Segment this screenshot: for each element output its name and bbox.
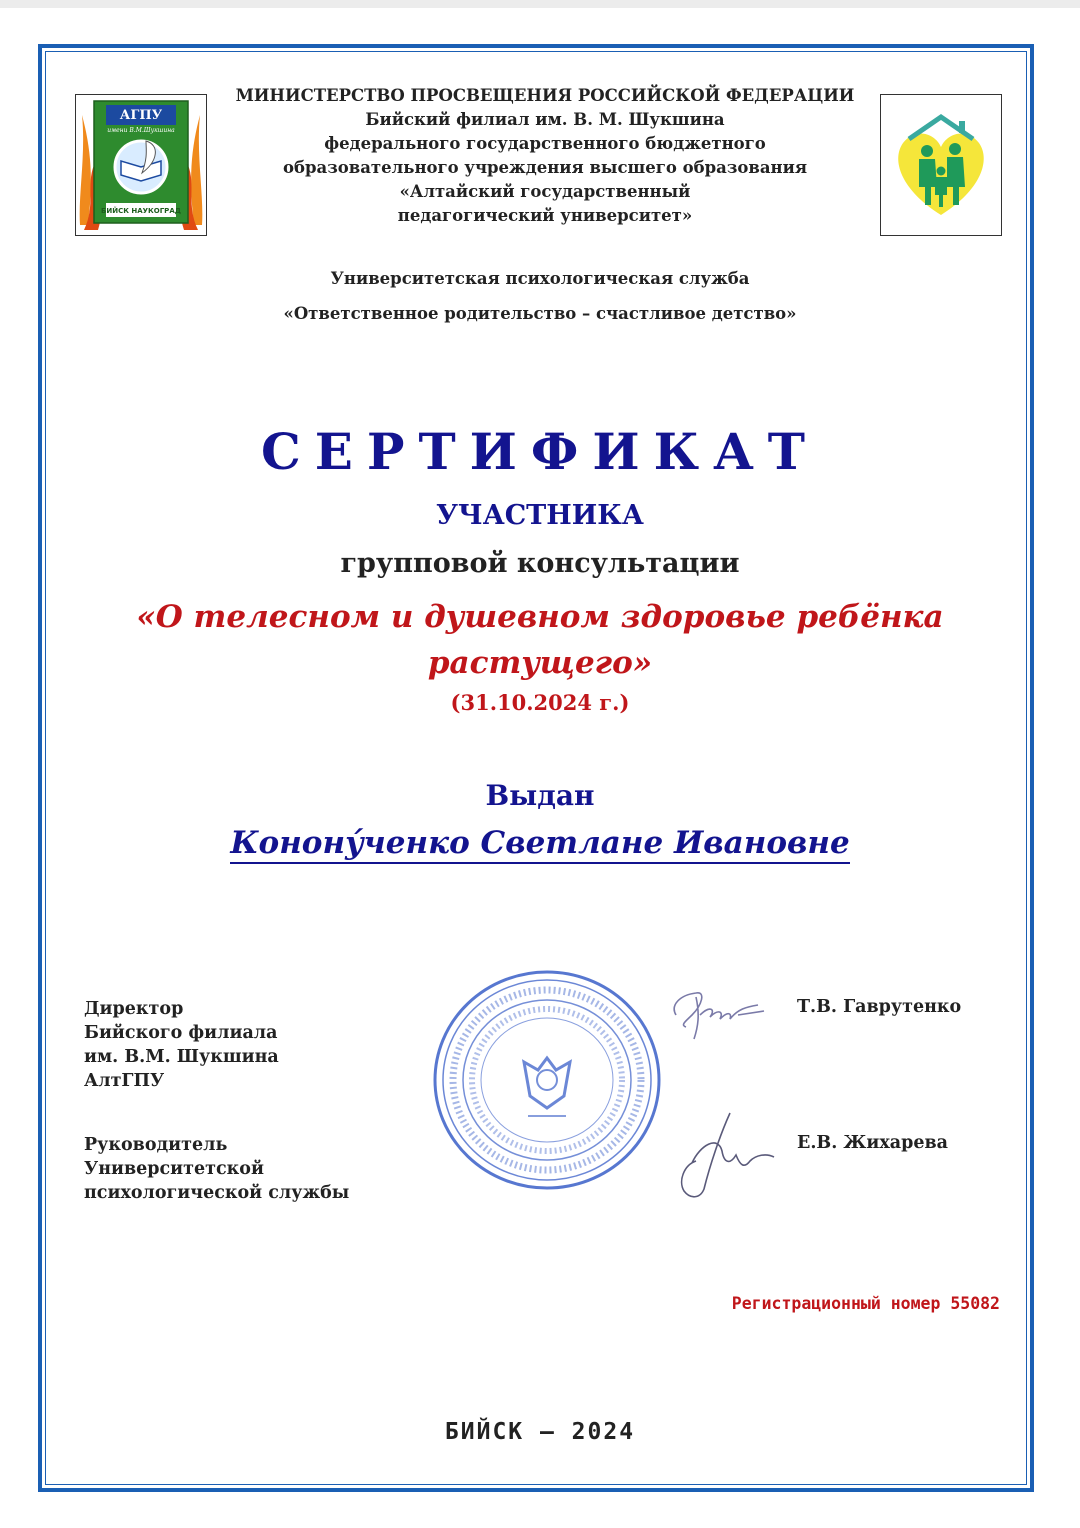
project-name: «Ответственное родительство – счастливое детство» bbox=[283, 304, 797, 323]
header-line: Бийский филиал им. В. М. Шукшина bbox=[365, 110, 725, 129]
topic-line: «О телесном и душевном здоровье ребёнка bbox=[136, 599, 944, 635]
service-name: Университетская психологическая служба bbox=[330, 269, 750, 288]
service-block bbox=[160, 261, 920, 331]
university-logo bbox=[75, 94, 207, 236]
header-line: «Алтайский государственный bbox=[399, 182, 691, 201]
role-line: Директор bbox=[84, 999, 184, 1019]
topic-line: растущего» bbox=[427, 645, 653, 681]
head-signature bbox=[670, 1105, 780, 1205]
certificate-subtitle: УЧАСТНИКА bbox=[436, 500, 644, 531]
footer-city-year: БИЙСК – 2024 bbox=[444, 1419, 636, 1445]
svg-text:БИЙСК НАУКОГРАД: БИЙСК НАУКОГРАД bbox=[101, 207, 181, 215]
top-strip bbox=[0, 0, 1080, 8]
director-name: Т.В. Гаврутенко bbox=[797, 997, 962, 1017]
registration-number: Регистрационный номер 55082 bbox=[731, 1294, 1000, 1313]
header-line: педагогический университет» bbox=[397, 206, 693, 225]
role-line: Руководитель bbox=[84, 1135, 228, 1155]
family-heart-house-icon bbox=[881, 95, 1001, 235]
event-topic bbox=[70, 594, 1010, 686]
ministry-header bbox=[215, 84, 875, 228]
director-signature bbox=[666, 975, 776, 1045]
head-role bbox=[84, 1133, 349, 1205]
recipient-name bbox=[0, 825, 1080, 861]
svg-text:имени В.М.Шукшина: имени В.М.Шукшина bbox=[107, 127, 175, 134]
event-date: (31.10.2024 г.) bbox=[450, 690, 630, 715]
role-line: Университетской bbox=[84, 1159, 264, 1179]
header-line: федерального государственного бюджетного bbox=[324, 134, 766, 153]
role-line: АлтГПУ bbox=[84, 1071, 165, 1091]
recipient-name-text: Конону́ченко Светлане Ивановне bbox=[230, 825, 849, 864]
svg-text:АГПУ: АГПУ bbox=[119, 108, 163, 123]
event-type: групповой консультации bbox=[340, 548, 740, 579]
service-logo bbox=[880, 94, 1002, 236]
official-round-seal-icon bbox=[428, 966, 666, 1194]
header-line: образовательного учреждения высшего образования bbox=[282, 158, 808, 177]
certificate-title: СЕРТИФИКАТ bbox=[260, 422, 820, 481]
head-name: Е.В. Жихарева bbox=[797, 1133, 948, 1153]
role-line: Бийского филиала bbox=[84, 1023, 278, 1043]
role-line: им. В.М. Шукшина bbox=[84, 1047, 279, 1067]
header-line: МИНИСТЕРСТВО ПРОСВЕЩЕНИЯ РОССИЙСКОЙ ФЕДЕРАЦИИ bbox=[235, 86, 855, 105]
book-quill-emblem-icon bbox=[76, 95, 206, 235]
role-line: психологической службы bbox=[84, 1183, 350, 1203]
issued-label: Выдан bbox=[485, 779, 595, 812]
director-role bbox=[84, 997, 279, 1093]
